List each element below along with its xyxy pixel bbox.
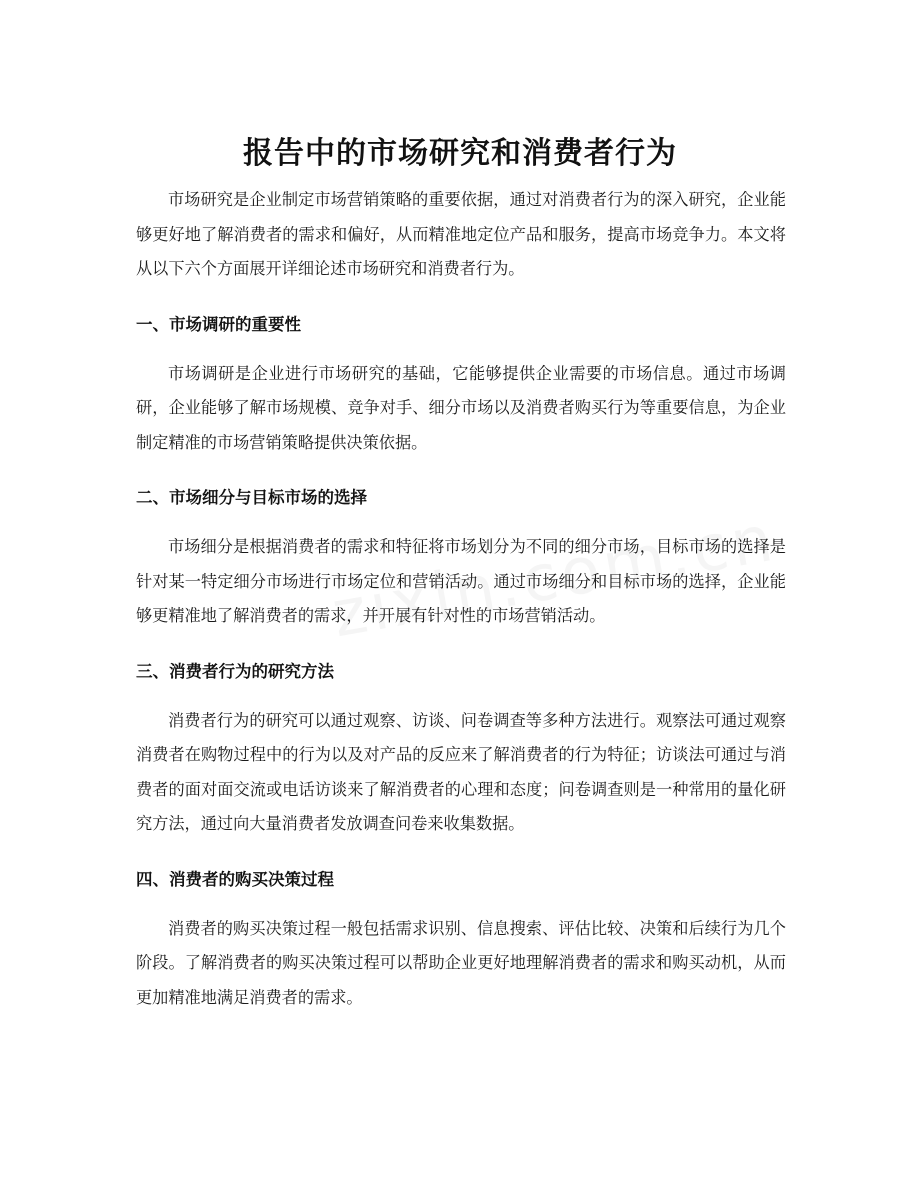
section-paragraph-1: 市场调研是企业进行市场研究的基础，它能够提供企业需要的市场信息。通过市场调研，企业能够了解市场规模、竞争对手、细分市场以及消费者购买行为等重要信息，为企业制定精准的市场营销策略提供决策依据。 xyxy=(136,363,786,452)
section-paragraph-2: 市场细分是根据消费者的需求和特征将市场划分为不同的细分市场，目标市场的选择是针对某一特定细分市场进行市场定位和营销活动。通过市场细分和目标市场的选择，企业能够更精准地了解消费者的需求，并开展有针对性的市场营销活动。 xyxy=(136,537,786,625)
section-paragraph-4: 消费者的购买决策过程一般包括需求识别、信息搜索、评估比较、决策和后续行为几个阶段。了解消费者的购买决策过程可以帮助企业更好地理解消费者的需求和购买动机，从而更加精准地满足消费者的需求。 xyxy=(136,918,786,1007)
section-heading-4: 四、消费者的购买决策过程 xyxy=(136,869,334,889)
section-heading-1: 一、市场调研的重要性 xyxy=(136,314,301,334)
section-paragraph-3: 消费者行为的研究可以通过观察、访谈、问卷调查等多种方法进行。观察法可通过观察消费者在购物过程中的行为以及对产品的反应来了解消费者的行为特征；访谈法可通过与消费者的面对面交流或电话访谈来了解消费者的心理和态度；问卷调查则是一种常用的量化研究方法，通过向大量消费者发放调查问卷来收集数据。 xyxy=(136,710,786,833)
page-title: 报告中的市场研究和消费者行为 xyxy=(243,136,677,172)
intro-paragraph: 市场研究是企业制定市场营销策略的重要依据，通过对消费者行为的深入研究，企业能够更好地了解消费者的需求和偏好，从而精准地定位产品和服务，提高市场竞争力。本文将从以下六个方面展开详细论述市场研究和消费者行为。 xyxy=(136,190,786,278)
section-heading-3: 三、消费者行为的研究方法 xyxy=(136,661,334,681)
section-heading-2: 二、市场细分与目标市场的选择 xyxy=(136,488,367,507)
document-body xyxy=(136,183,786,1015)
